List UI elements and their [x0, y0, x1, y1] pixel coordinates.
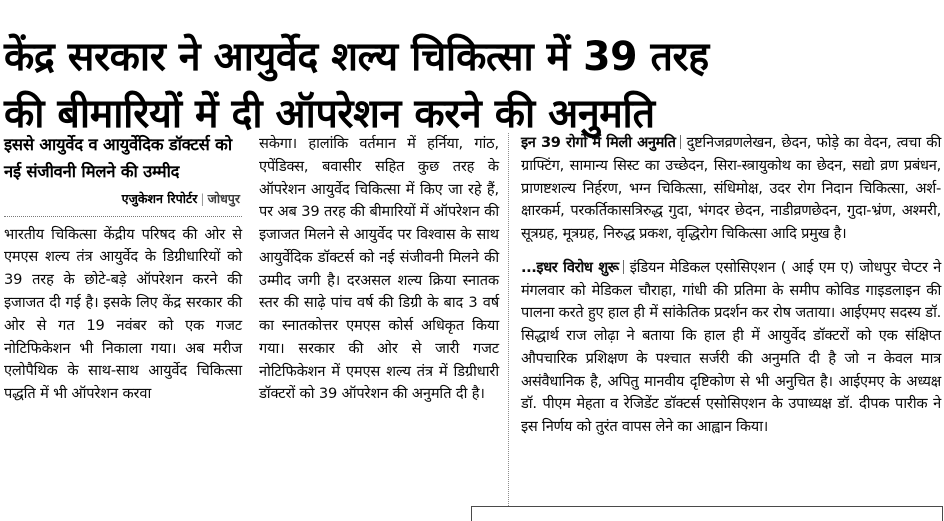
- headline-line-2: की बीमारियों में दी ऑपरेशन करने की अनुमति: [4, 90, 655, 137]
- column-one-body: भारतीय चिकित्सा केंद्रीय परिषद की ओर से एमएस शल्य तंत्र आयुर्वेद के डिग्रीधारियों को 39 तरह के छोटे-बड़े ऑपरेशन करने की इजाजत दी गई है। इसके लिए केंद्र सरकार की ओर से गत 19 नवंबर को एक गजट नोटिफिकेशन भी निकाला गया। अब मरीज एलोपैथिक के साथ-साथ आयुर्वेद चिकित्सा पद्धति में भी ऑपरेशन करवा: [4, 225, 242, 403]
- column-two: [259, 132, 499, 406]
- lead-divider-bar: [623, 260, 624, 274]
- sidebar-protest: [521, 257, 941, 439]
- sidebar-protest-lead: ...इधर विरोध शुरू: [521, 258, 619, 276]
- column-two-body: सकेगा। हालांकि वर्तमान में हर्निया, गांठ, एपेंडिक्स, बवासीर सहित कुछ तरह के ऑपरेशन आयुर्वेद चिकित्सा में किए जा रहे हैं, पर अब 39 तरह की बीमारियों में ऑपरेशन की इजाजत मिलने से आयुर्वेद पर विश्वास के साथ आयुर्वेदिक डॉक्टर्स को नई संजीवनी मिलने की उम्मीद जगी है। दरअसल शल्य क्रिया स्नातक स्तर की साढ़े पांच वर्ष की डिग्री के बाद 3 वर्ष का स्नातकोत्तर एमएस कोर्स अधिकृत किया गया। सरकार की ओर से जारी गजट नोटिफिकेशन में एमएस शल्य तंत्र में डिग्रीधारी डॉक्टरों को 39 ऑपरेशन की अनुमति दी है।: [259, 135, 499, 403]
- byline-reporter: एजुकेशन रिपोर्टर: [121, 191, 198, 207]
- article-columns: [0, 132, 944, 521]
- headline-line-1: केंद्र सरकार ने आयुर्वेद शल्य चिकित्सा में 39 तरह: [4, 33, 709, 80]
- sidebar-diseases-paragraph: [521, 132, 941, 246]
- sidebar-diseases-text: दुष्टनिजव्रणलेखन, छेदन, फोड़े का वेदन, त्वचा की ग्राफ्टिंग, सामान्य सिस्ट का उच्छेदन, सिरा-स्त्रायुकोथ का छेदन, सद्यो व्रण प्रबंधन, प्राणष्टशल्य निर्हरण, भग्न चिकित्सा, संधिमोक्ष, उदर रोग निदान चिकित्सा, अर्श-क्षारकर्म, परकर्तिकासत्रिरुद्ध गुदा, भंगदर छेदन, नाडीव्रणछेदन, गुदा-भ्रंण, अश्मरी, सूत्रग्रह, मूत्रग्रह, निरुद्ध प्रकश, वृद्धिरोग चिकित्सा आदि प्रमुख है।: [521, 134, 941, 243]
- sidebar-diseases-lead: इन 39 रोगों में मिली अनुमति: [521, 134, 676, 151]
- lead-divider-bar: [680, 135, 681, 149]
- deck-subheading: इससे आयुर्वेद व आयुर्वेदिक डॉक्टर्स को नई संजीवनी मिलने की उम्मीद: [4, 135, 232, 181]
- byline: [4, 189, 242, 212]
- sidebar-diseases-list: [521, 132, 941, 246]
- byline-divider: [4, 216, 242, 217]
- column-one: [4, 132, 242, 406]
- sidebar-protest-text: इंडियन मेडिकल एसोसिएशन ( आई एम ए) जोधपुर चेप्टर ने मंगलवार को मेडिकल चौराहा, गांधी की प्रतिमा के समीप कोविड गाइडलाइन की पालना करते हुए हाल ही में सांकेतिक प्रदर्शन कर रोष जताया। आईएमए सदस्य डॉ. सिद्धार्थ राज लोढ़ा ने बताया कि हाल ही में आयुर्वेद डॉक्टरों को एक संक्षिप्त औपचारिक प्रशिक्षण के पश्चात सर्जरी की अनुमति दी है जो न केवल मात्र असंवैधानिक है, अपितु मानवीय दृष्टिकोण से भी अनुचित है। आईएमए के अध्यक्ष डॉ. पीएम मेहता व रेजिडेंट डॉक्टर्स एसोसिएशन के उपाध्यक्ष डॉ. दीपक पारीक ने इस निर्णय को तुरंत वापस लेने का आह्वान किया।: [521, 258, 941, 436]
- byline-separator: |: [200, 191, 205, 207]
- byline-place: जोधपुर: [207, 191, 240, 207]
- sidebar-protest-paragraph: [521, 257, 941, 439]
- headline: [4, 29, 940, 143]
- column-three: [521, 132, 941, 448]
- bottom-box-frame: [471, 506, 943, 521]
